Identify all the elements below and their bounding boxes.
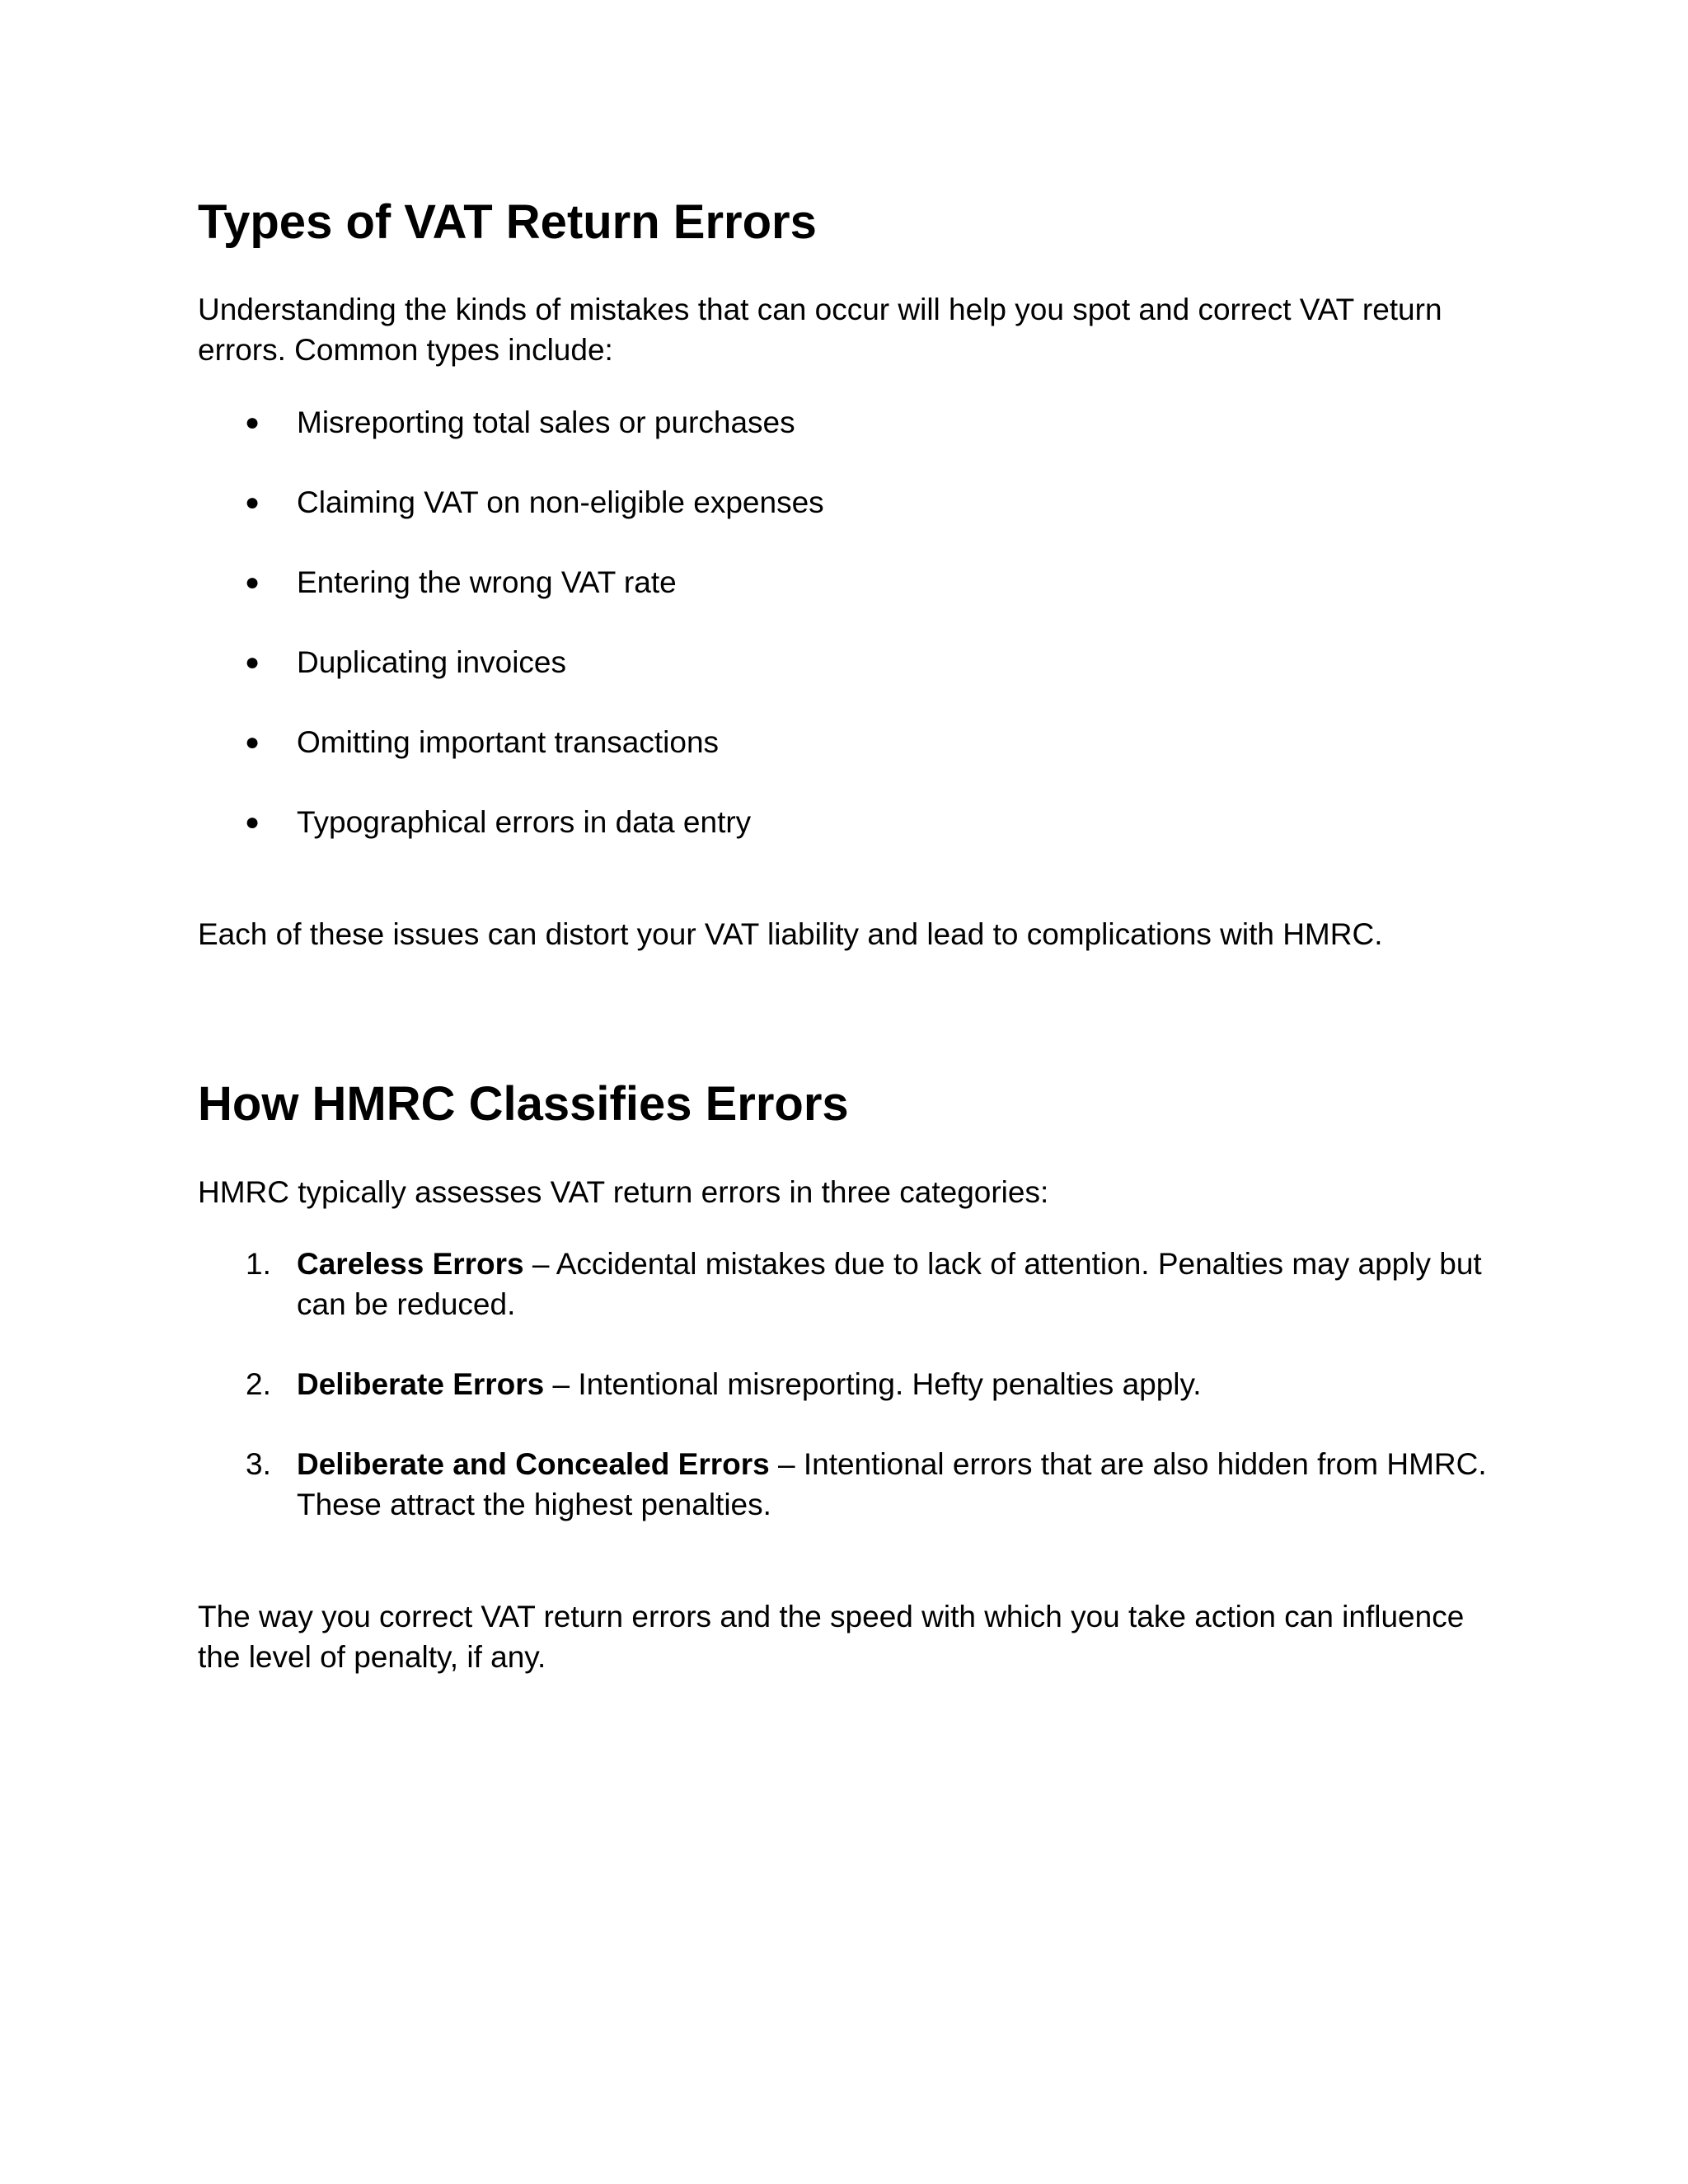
list-item-text: Entering the wrong VAT rate <box>297 565 677 599</box>
category-separator: – <box>544 1367 579 1401</box>
category-separator: – <box>523 1247 556 1281</box>
list-item-text: Duplicating invoices <box>297 645 567 679</box>
list-item-text: Typographical errors in data entry <box>297 805 752 839</box>
bullet-icon: ● <box>245 808 260 836</box>
category-term: Careless Errors <box>297 1247 524 1281</box>
category-description: Intentional misreporting. Hefty penalties apply. <box>578 1367 1202 1401</box>
list-number: 2. <box>246 1367 271 1401</box>
section-heading-classification: How HMRC Classifies Errors <box>198 1077 849 1131</box>
category-item-careless <box>198 1244 1492 1324</box>
section-intro-classification: HMRC typically assesses VAT return errors in three categories: <box>198 1175 1049 1209</box>
category-separator: – <box>769 1447 804 1481</box>
category-description: Intentional errors that are also hidden from HMRC. These attract the highest penalties. <box>297 1447 1487 1521</box>
list-item <box>198 802 1484 842</box>
document-page <box>198 0 1492 2184</box>
section-intro-types: Understanding the kinds of mistakes that can occur will help you spot and correct VAT return errors. Common types include: <box>198 293 1442 367</box>
list-item <box>198 642 1484 682</box>
bullet-icon: ● <box>245 409 260 436</box>
list-item-text: Omitting important transactions <box>297 725 720 759</box>
bullet-icon: ● <box>245 729 260 756</box>
section-closing-types: Each of these issues can distort your VAT liability and lead to complications with HMRC. <box>198 917 1383 951</box>
bullet-icon: ● <box>245 489 260 516</box>
section-heading-types: Types of VAT Return Errors <box>198 195 817 249</box>
category-description: Accidental mistakes due to lack of attention. Penalties may apply but can be reduced. <box>297 1247 1482 1321</box>
bullet-icon: ● <box>245 569 260 596</box>
section-closing-classification: The way you correct VAT return errors and the speed with which you take action can influence the level of penalty, if any. <box>198 1600 1465 1674</box>
list-number: 1. <box>246 1247 271 1281</box>
category-term: Deliberate and Concealed Errors <box>297 1447 770 1481</box>
error-types-list <box>198 402 1484 882</box>
list-item <box>198 482 1484 523</box>
list-item <box>198 402 1484 443</box>
list-item-text: Misreporting total sales or purchases <box>297 405 795 439</box>
category-item-deliberate <box>198 1364 1492 1404</box>
error-categories-list <box>198 1244 1492 1564</box>
category-term: Deliberate Errors <box>297 1367 545 1401</box>
list-number: 3. <box>246 1447 271 1481</box>
list-item-text: Claiming VAT on non-eligible expenses <box>297 485 824 519</box>
bullet-icon: ● <box>245 649 260 676</box>
list-item <box>198 562 1484 602</box>
list-item <box>198 722 1484 762</box>
category-item-deliberate-concealed <box>198 1444 1492 1525</box>
